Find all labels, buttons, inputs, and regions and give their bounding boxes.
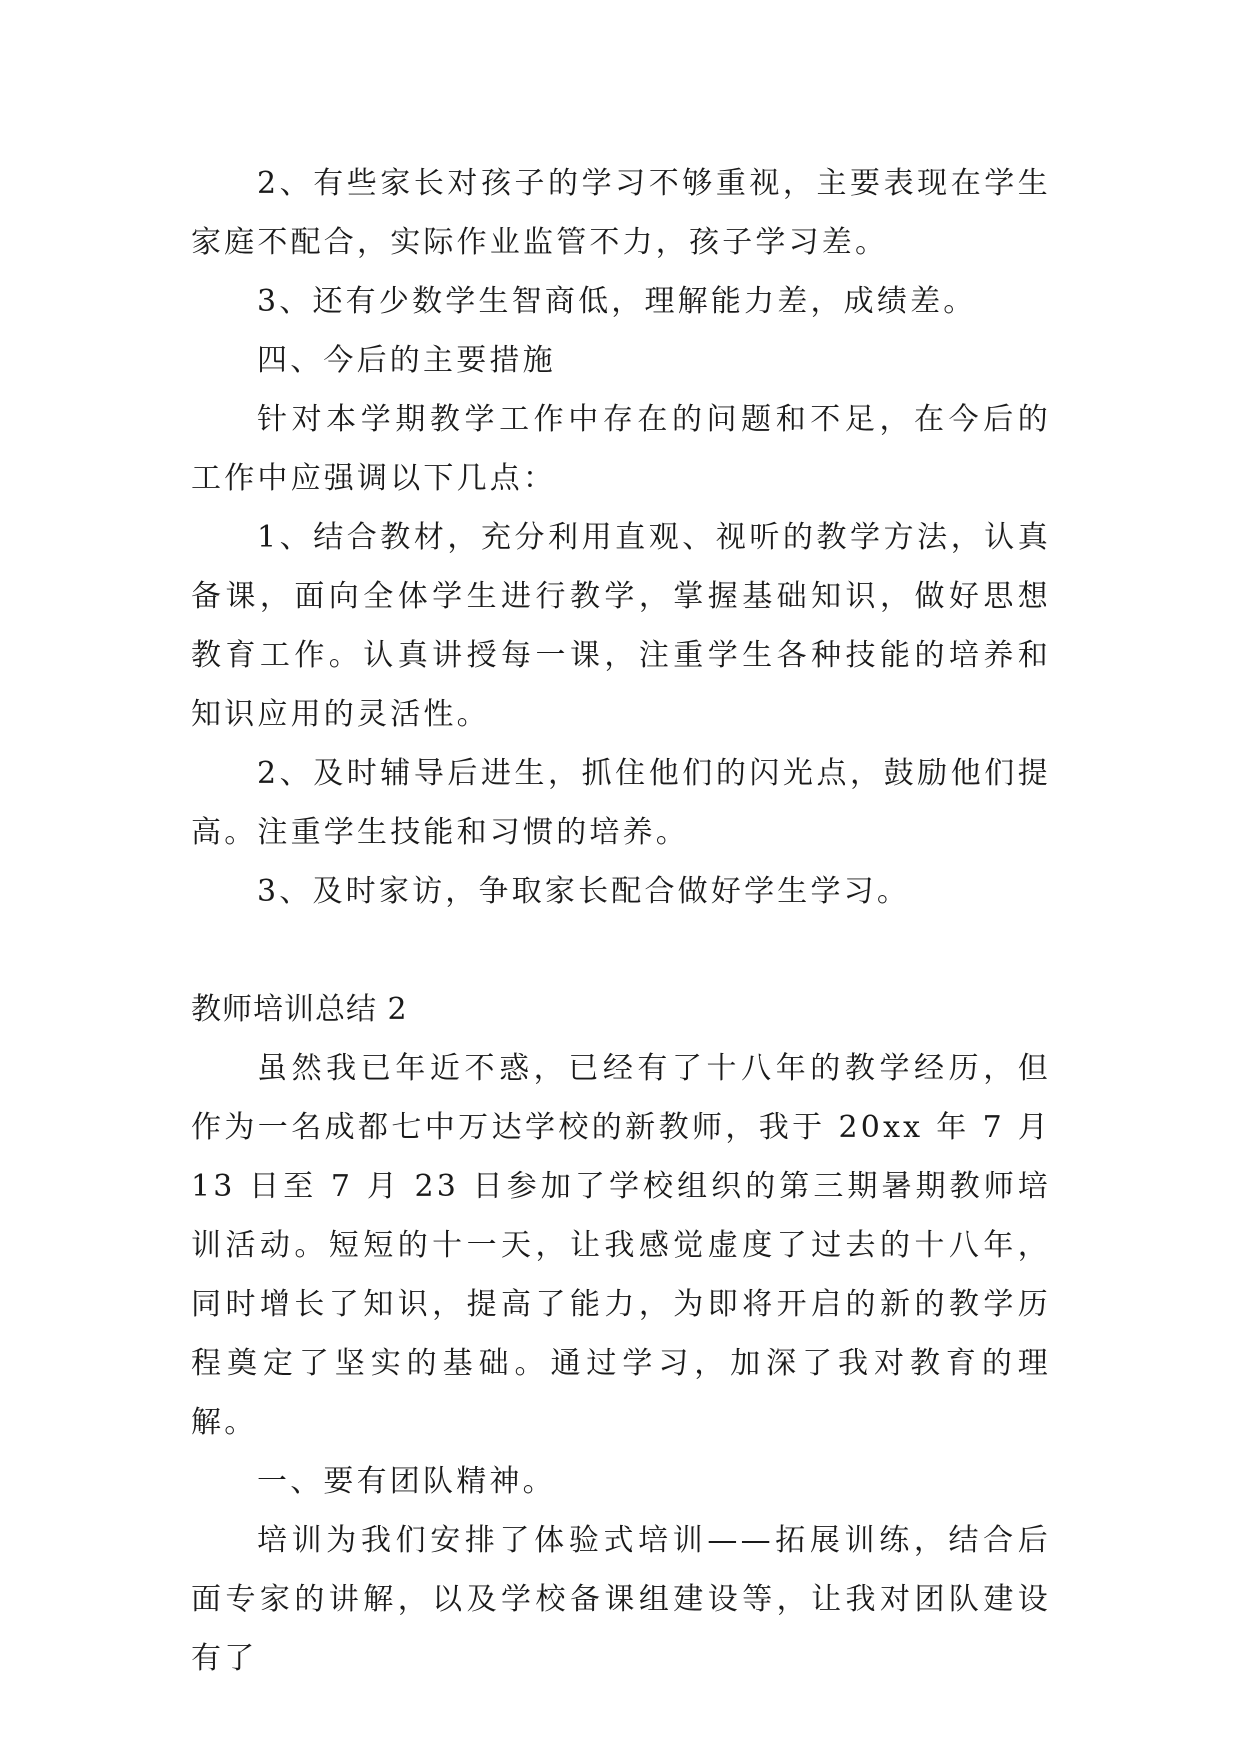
paragraph-measure-3: 3、及时家访，争取家长配合做好学生学习。 xyxy=(257,874,911,909)
section-title: 教师培训总结 2 xyxy=(191,992,408,1027)
heading-future-measures: 四、今后的主要措施 xyxy=(257,343,556,378)
paragraph-parent-issue: 2、有些家长对孩子的学习不够重视，主要表现在学生家庭不配合，实际作业监管不力，孩子学习差。 xyxy=(191,166,1051,260)
heading-team-spirit: 一、要有团队精神。 xyxy=(257,1464,556,1499)
document-body xyxy=(191,154,1051,1688)
paragraph-measure-1: 1、结合教材，充分利用直观、视听的教学方法，认真备课，面向全体学生进行教学，掌握基础知识，做好思想教育工作。认真讲授每一课，注重学生各种技能的培养和知识应用的灵活性。 xyxy=(191,520,1051,732)
paragraph-measures-intro: 针对本学期教学工作中存在的问题和不足，在今后的工作中应强调以下几点： xyxy=(191,402,1051,496)
paragraph-low-ability: 3、还有少数学生智商低，理解能力差，成绩差。 xyxy=(257,284,977,319)
paragraph-measure-2: 2、及时辅导后进生，抓住他们的闪光点，鼓励他们提高。注重学生技能和习惯的培养。 xyxy=(191,756,1051,850)
paragraph-team-training: 培训为我们安排了体验式培训——拓展训练，结合后面专家的讲解，以及学校备课组建设等，让我对团队建设有了 xyxy=(191,1523,1051,1676)
paragraph-training-intro: 虽然我已年近不惑，已经有了十八年的教学经历，但作为一名成都七中万达学校的新教师，我于 20xx 年 7 月 13 日至 7 月 23 日参加了学校组织的第三期暑期教师培训活动。短短的十一天，让我感觉虚度了过去的十八年，同时增长了知识，提高了能力，为即将开启的新的教学历程奠定了坚实的基础。通过学习，加深了我对教育的理解。 xyxy=(191,1051,1051,1440)
